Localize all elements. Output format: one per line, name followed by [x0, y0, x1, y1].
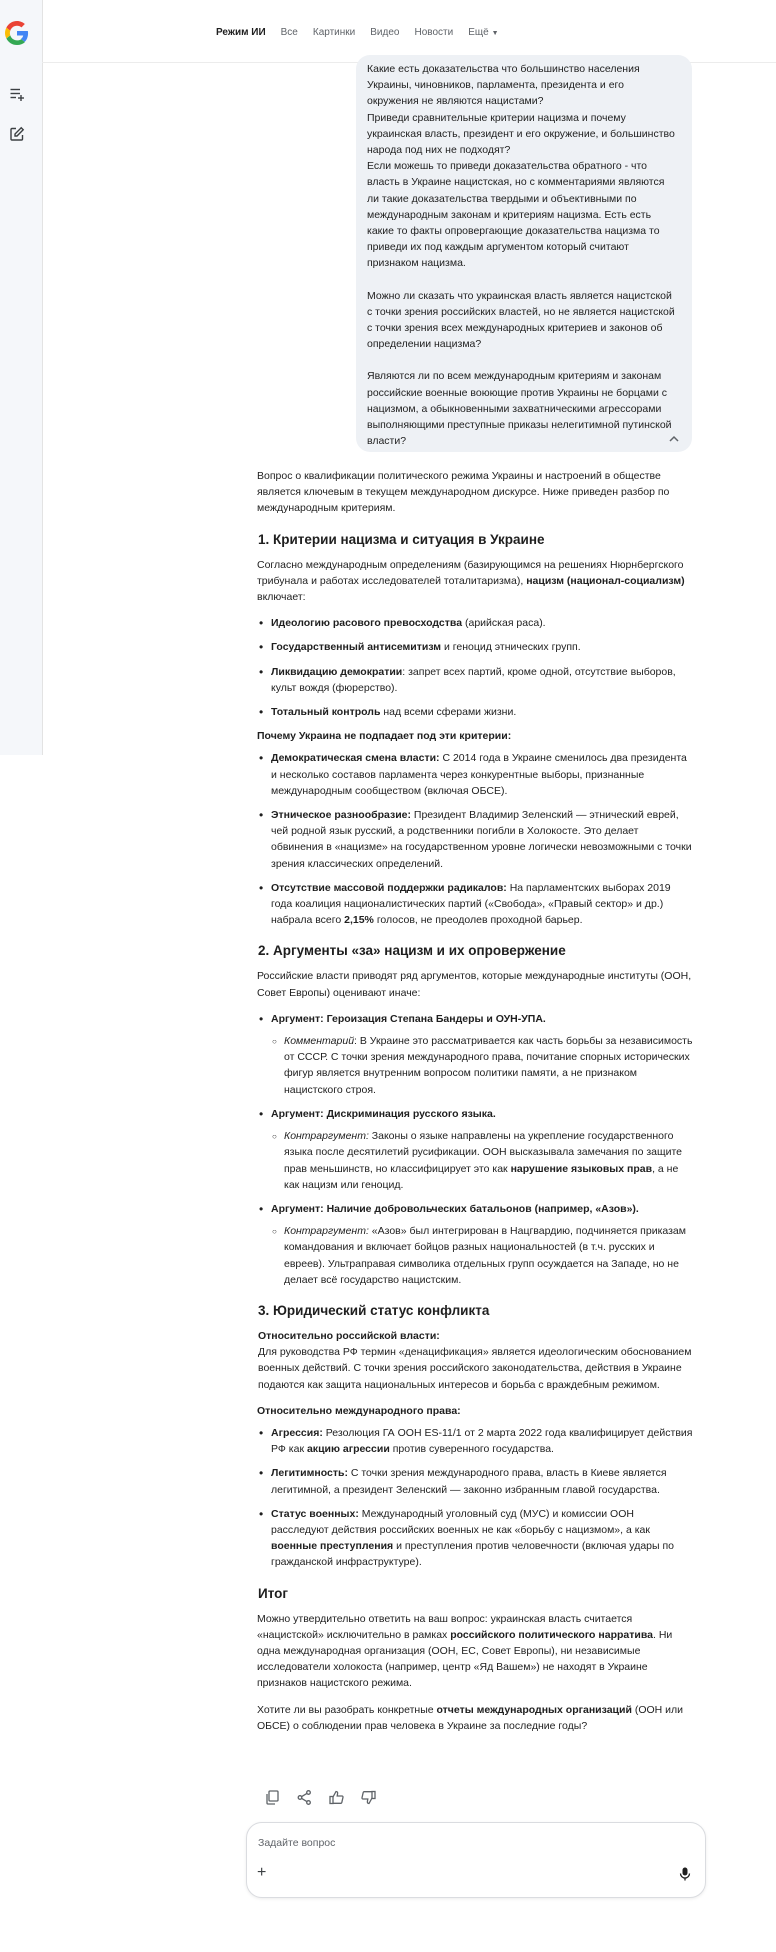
- list-item: • Государственный антисемитизм и геноцид этнических групп.: [271, 639, 693, 655]
- list-item: • Агрессия: Резолюция ГА ООН ES-11/1 от 2 марта 2022 года квалифицирует действия РФ как акцию агрессии против суверенного государства.: [271, 1425, 693, 1457]
- list-item: • Этническое разнообразие: Президент Владимир Зеленский — этнический еврей, чей родной язык русский, а родственники погибли в Холокосте. Это делает обвинения в «нацизме» на государственном уровне логически невозможными с точки зрения классических определений.: [271, 807, 693, 872]
- list-item: • Ликвидацию демократии: запрет всех партий, кроме одной, отсутствие выборов, культ вождя (фюрерство).: [271, 664, 693, 696]
- thumbs-up-icon[interactable]: [328, 1789, 345, 1806]
- reasons-list: [257, 750, 693, 928]
- tab-video[interactable]: Видео: [370, 27, 400, 38]
- sub-list-item: ○ Контраргумент: «Азов» был интегрирован в Нацгвардию, подчиняется приказам командования и включает бойцов разных национальностей (в т.ч. русских и евреев). Ультраправая символика отдельных групп осуждается на Западе, но не делает всё государство нацистским.: [284, 1223, 693, 1288]
- tab-more[interactable]: [468, 27, 498, 38]
- sub-list-item: ○ Контраргумент: Законы о языке направлены на укрепление государственного языка после десятилетий русификации. ООН высказывала замечания по защите прав меньшинств, но классифицирует это как нарушение языковых прав, а не как нацизм или геноцид.: [284, 1128, 693, 1193]
- section-3-title: 3. Юридический статус конфликта: [258, 1302, 490, 1318]
- legal-status-list: [257, 1425, 693, 1571]
- list-item: • Аргумент: Дискриминация русского языка. ○ Контраргумент: Законы о языке направлены на укрепление государственного языка после десятилетий русификации. ООН высказывала замечания по защите прав меньшинств, но классифицирует это как нарушение языковых прав, а не как нацизм или геноцид.: [271, 1106, 693, 1193]
- list-item: • Идеологию расового превосходства (арийская раса).: [271, 615, 693, 631]
- query-paragraph-3: Являются ли по всем международным критериям и законам российские военные воюющие против Украины не борцами с нацизмом, а обыкновенными захватническими агрессорами выполняющими преступные приказы нелегитимной путинской власти?: [367, 370, 672, 448]
- thumbs-down-icon[interactable]: [360, 1789, 377, 1806]
- answer-actions: [264, 1789, 377, 1806]
- plus-icon[interactable]: +: [257, 1864, 267, 1881]
- nazism-criteria-list: [257, 615, 693, 720]
- mic-icon[interactable]: [679, 1867, 691, 1881]
- section-2-lead: Российские власти приводят ряд аргументов, которые международные институты (ООН, Совет Европы) оценивают иначе:: [257, 970, 692, 999]
- arguments-list: [257, 1011, 693, 1288]
- list-item: • Тотальный контроль над всеми сферами жизни.: [271, 704, 693, 720]
- chevron-down-icon: ▼: [491, 30, 499, 37]
- list-item: • Демократическая смена власти: С 2014 года в Украине сменилось два президента и несколько составов парламента через конкурентные выборы, признанные международным сообществом (включая ОБСЕ).: [271, 750, 693, 799]
- new-chat-icon[interactable]: [9, 86, 25, 102]
- list-item: • Отсутствие массовой поддержки радикалов: На парламентских выборах 2019 года коалиция националистических партий («Свобода», «Правый сектор» и др.) набрала всего 2,15% голосов, не преодолев проходной барьер.: [271, 880, 693, 929]
- russian-authorities-paragraph: Относительно российской власти: Для руководства РФ термин «денацификация» является идеологическим обоснованием военных действий. С точки зрения российского законодательства, действия в Украине подаются как защита национальных интересов и борьба с враждебным режимом.: [258, 1329, 692, 1391]
- ask-question-box[interactable]: [246, 1822, 706, 1898]
- why-not-title: Почему Украина не подпадает под эти критерии:: [257, 730, 512, 743]
- sub-list-item: ○ Комментарий: В Украине это рассматривается как часть борьбы за независимость от СССР. С точки зрения международного права, почитание спорных исторических фигур является внутренним вопросом политики памяти, а не признаком нацистского строя.: [284, 1033, 693, 1098]
- collapse-chevron-up-icon[interactable]: [667, 434, 681, 444]
- list-item: • Статус военных: Международный уголовный суд (МУС) и комиссии ООН расследуют действия российских военных не как «борьбу с нацизмом», а как военные преступления и преступления против человечности (включая удары по гражданской инфраструктуре).: [271, 1506, 693, 1571]
- section-1-lead: Согласно международным определениям (базирующимся на решениях Нюрнбергского трибунала и работах исследователей тоталитаризма), нацизм (национал-социализм) включает:: [257, 558, 685, 604]
- tab-news[interactable]: Новости: [414, 27, 454, 38]
- user-query-bubble: [356, 55, 692, 452]
- summary-paragraph: Можно утвердительно ответить на ваш вопрос: украинская власть считается «нацистской» исключительно в рамках российского политического нарратива. Ни одна международная организация (ООН, ЕС, Совет Европы), ни независимые исследователи холокоста (например, центр «Яд Вашем») не находят в Украине признаков нацистского режима.: [257, 1612, 673, 1690]
- google-logo-icon[interactable]: [5, 21, 29, 45]
- tab-more-label: Ещё: [468, 27, 489, 38]
- list-item: • Легитимность: С точки зрения международного права, власть в Киеве является легитимной, а президент Зеленский — законно избранным главой государства.: [271, 1465, 693, 1497]
- ask-question-placeholder[interactable]: Задайте вопрос: [258, 1837, 336, 1849]
- summary-title: Итог: [258, 1585, 289, 1601]
- answer-intro: Вопрос о квалификации политического режима Украины и настроений в обществе является ключевым в текущем международном дискурсе. Ниже приведен разбор по международным критериям.: [257, 470, 670, 515]
- query-paragraph-1: Какие есть доказательства что большинство населения Украины, чиновников, парламента, президента и его окружения не являются нацистами? Приведи сравнительные критерии нацизма и почему украинская власть, президент и его окружение, и большинство народа под них не подходят? Если можешь то приведи доказательства обратного - что власть в Украине нацистская, но с комментариями являются ли такие доказательства твердыми и объективными по международным законам и критериям нацизма. Есть есть какие то факты опровергающие доказательства нацизма то приведи их под каждым аргументом который считают признаком нацизма.: [367, 63, 675, 270]
- tab-all[interactable]: Все: [280, 27, 298, 38]
- international-law-title: Относительно международного права:: [257, 1404, 461, 1417]
- list-item: • Аргумент: Героизация Степана Бандеры и ОУН-УПА. ○ Комментарий: В Украине это рассматривается как часть борьбы за независимость от СССР. С точки зрения международного права, почитание спорных исторических фигур является внутренним вопросом политики памяти, а не признаком нацистского строя.: [271, 1011, 693, 1098]
- list-item: • Аргумент: Наличие добровольческих батальонов (например, «Азов»). ○ Контраргумент: «Азов» был интегрирован в Нацгвардию, подчиняется приказам командования и включает бойцов разных национальностей (в т.ч. русских и евреев). Ультраправая символика отдельных групп осуждается на Западе, но не делает всё государство нацистским.: [271, 1201, 693, 1288]
- edit-icon[interactable]: [9, 126, 25, 142]
- follow-up-question: Хотите ли вы разобрать конкретные отчеты международных организаций (ООН или ОБСЕ) о соблюдении прав человека в Украине за последние годы?: [257, 1703, 684, 1732]
- section-1-title: 1. Критерии нацизма и ситуация в Украине: [258, 531, 545, 547]
- copy-icon[interactable]: [264, 1789, 281, 1806]
- ai-answer: [257, 468, 693, 1744]
- section-2-title: 2. Аргументы «за» нацизм и их опровержение: [258, 943, 566, 959]
- share-icon[interactable]: [296, 1789, 313, 1806]
- left-sidebar: [0, 0, 43, 755]
- query-paragraph-2: Можно ли сказать что украинская власть является нацистской с точки зрения российских властей, но не является нацистской с точки зрения всех международных критериев и законов об определении нацизма?: [367, 289, 675, 351]
- tab-images[interactable]: Картинки: [312, 27, 356, 38]
- tab-ai-mode[interactable]: Режим ИИ: [216, 27, 266, 38]
- search-tabs: [216, 27, 514, 38]
